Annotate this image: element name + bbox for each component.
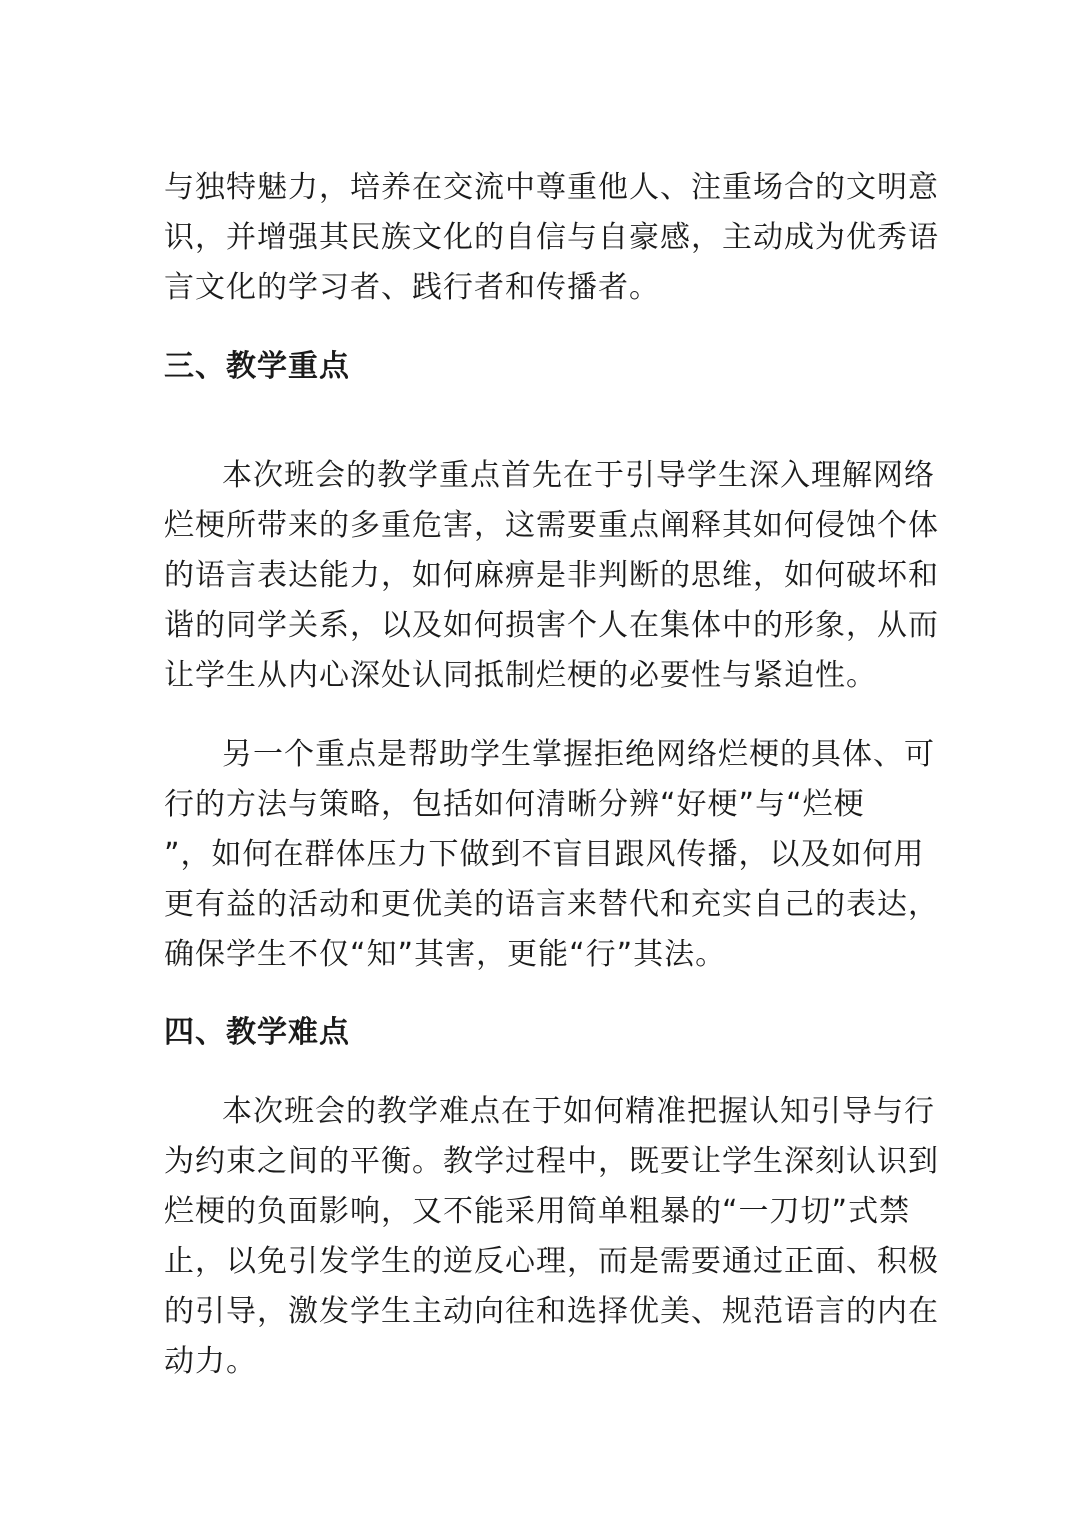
paragraph-line: 让学生从内心深处认同抵制烂梗的必要性与紧迫性。 (164, 658, 877, 693)
paragraph-line: 另一个重点是帮助学生掌握拒绝网络烂梗的具体、可 (222, 737, 935, 772)
paragraph-line: 动力。 (164, 1344, 257, 1379)
paragraph-line: 识，并增强其民族文化的自信与自豪感，主动成为优秀语 (164, 220, 939, 255)
paragraph-line: 更有益的活动和更优美的语言来替代和充实自己的表达， (164, 887, 939, 922)
paragraph-line: 言文化的学习者、践行者和传播者。 (164, 270, 660, 305)
paragraph-line: 本次班会的教学重点首先在于引导学生深入理解网络 (222, 458, 935, 493)
paragraph-line: 与独特魅力，培养在交流中尊重他人、注重场合的文明意 (164, 170, 939, 205)
paragraph-line: 谐的同学关系，以及如何损害个人在集体中的形象，从而 (164, 608, 939, 643)
section-heading-teaching-difficulty: 四、教学难点 (164, 1015, 350, 1050)
paragraph-line: 的语言表达能力，如何麻痹是非判断的思维，如何破坏和 (164, 558, 939, 593)
paragraph-line: 为约束之间的平衡。教学过程中，既要让学生深刻认识到 (164, 1144, 939, 1179)
paragraph-line: 本次班会的教学难点在于如何精准把握认知引导与行 (222, 1094, 935, 1129)
paragraph-line: 行的方法与策略，包括如何清晰分辨“好梗”与“烂梗 (164, 787, 865, 822)
paragraph-line: ”，如何在群体压力下做到不盲目跟风传播，以及如何用 (164, 837, 925, 872)
paragraph-line: 止，以免引发学生的逆反心理，而是需要通过正面、积极 (164, 1244, 939, 1279)
paragraph-line: 烂梗的负面影响，又不能采用简单粗暴的“一刀切”式禁 (164, 1194, 911, 1229)
paragraph-line: 烂梗所带来的多重危害，这需要重点阐释其如何侵蚀个体 (164, 508, 939, 543)
paragraph-line: 确保学生不仅“知”其害，更能“行”其法。 (164, 937, 727, 972)
paragraph-line: 的引导，激发学生主动向往和选择优美、规范语言的内在 (164, 1294, 939, 1329)
section-heading-teaching-focus: 三、教学重点 (164, 349, 350, 384)
